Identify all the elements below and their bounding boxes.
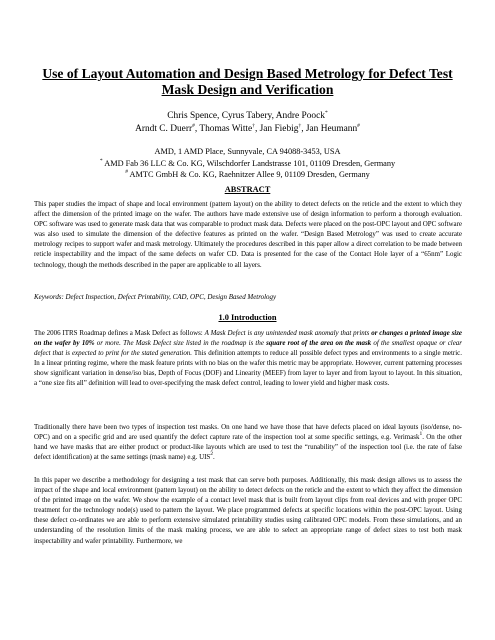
abstract-heading: ABSTRACT [224,185,271,194]
affiliation-mark: * [324,110,328,116]
affiliation-mark: # [125,169,128,176]
intro-p2-text: Traditionally there have been two types of inspection test masks. On one hand we have those that have defects placed on ideal layouts (iso/dense, no-OPC) and on a specific grid and are used quantify the defect capture rate of the inspection tool at some specific settings, e.g. Verimask [34,423,462,442]
intro-p1-bold-italic: square root of the area on the mask [266,339,372,348]
intro-p2-text: . On the other hand we have masks that are either product or product-like layouts which are used to test the “runability” of the inspection tool (i.e. the rate of false defect identification) at the same settings (mask name) e.g. UIS [34,433,462,462]
author-line-2 [40,123,455,136]
intro-p1-italic: or more. The Mask Defect size listed in the roadmap is the [94,339,267,348]
author-name: , Jan Heumann [301,124,358,134]
keywords: Keywords: Defect Inspection, Defect Printability, CAD, OPC, Design Based Metrology [34,293,277,301]
author-name: Arndt C. Duerr [135,124,193,134]
affiliation-2-text: AMD Fab 36 LLC & Co. KG, Wilschdorfer Landstrasse 101, 01109 Dresden, Germany [102,158,396,168]
paper-title: Use of Layout Automation and Design Based Metrology for Defect Test Mask Design and Verification [42,66,453,97]
affiliation-3 [40,169,455,181]
author-list [40,110,455,136]
affiliation-mark: † [298,123,302,129]
affiliation-mark: * [99,157,103,164]
affiliation-3-text: AMTC GmbH & Co. KG, Raehnitzer Allee 9, 01109 Dresden, Germany [127,170,370,180]
intro-p1-text: This definition attempts to reduce all possible defect types and environments to a single metric. In a linear printing regime, where the mask feature prints with no bias on the wafer this metric may be appropriate. However, current patterning processes show significant variation in dense/iso bias, Depth of Focus (DOF) and Linearity (MEEF) from layer to layer and from layout to layout. In this situation, a “one size fits all” definition will lead to over-specifying the mask defect control, leading to lower yield and higher mask costs. [34,349,462,388]
affiliation-2 [40,158,455,170]
abstract-text: This paper studies the impact of shape and local environment (pattern layout) on the ability to detect defects on the reticle and the extent to which they affect the dimension of the printed image on the wafer. The authors have made extensive use of design information to perform a thorough evaluation. OPC software was used to generate mask data that was comparable to product mask data. Defects were placed on the post-OPC layout and OPC software was also used to simulate the dimension of the defective features as printed on the wafer. “Design Based Metrology” was used to create accurate metrology recipes to support wafer and mask metrology. Ultimately the procedures described in this paper allow a direct correlation to be made between reticle inspectability and the impact of the same defects on wafer CD. Data is presented for the case of the Contact Hole layer of a “65nm” Logic technology, though the methods described in the paper are applicable to all layers. [34,200,462,269]
intro-paragraph-3: In this paper we describe a methodology for designing a test mask that can serve both purposes. Additionally, this mask design allows us to assess the impact of the shape and local environment (pattern layout) on the ability to detect defects on the reticle and the extent to which they affect the dimension of the printed image on the wafer. We show the example of a contact level mask that is built from layout clips from real devices and with proper OPC treatment for the technology node(s) used to pattern the layout. We place programmed defects at specific locations within the post-OPC layout. Using these defect co-ordinates we are able to perform extensive simulated printability studies using calibrated OPC models. From these simulations, and an understanding of the resolution limits of the mask making process, we are able to select an appropriate range of defect sizes to test both mask inspectability and wafer printability. Furthermore, we [34,476,462,545]
intro-p1-italic: A Mask Defect is any unintended mask anomaly that prints [204,329,372,337]
affiliation-mark: † [252,123,255,129]
intro-p2-text: . [213,453,215,462]
intro-heading: 1.0 Introduction [218,313,277,322]
author-names-1: Chris Spence, Cyrus Tabery, Andre Poock [167,111,325,121]
intro-paragraph-1 [34,328,462,389]
author-name: , Jan Fiebig [254,124,299,134]
author-line-1 [40,110,455,123]
intro-paragraph-2 [34,422,462,462]
intro-p1-italic: of the smallest opaque or clear defect that is expected to print for the stated generation. [34,339,462,358]
reference-mark: 1 [419,431,423,438]
author-name: , Thomas Witte [194,124,253,134]
affiliation-mark: # [192,123,195,129]
reference-mark: 2 [210,451,214,458]
affiliation-1: AMD, 1 AMD Place, Sunnyvale, CA 94088-3453, USA [154,147,341,156]
intro-p1-bold-italic: or changes a printed image size on the wafer by 10% [34,329,462,348]
affiliation-mark: # [357,123,360,129]
intro-p1-text: The 2006 ITRS Roadmap defines a Mask Defect as follows: [34,329,205,337]
affiliation-list [40,146,455,181]
